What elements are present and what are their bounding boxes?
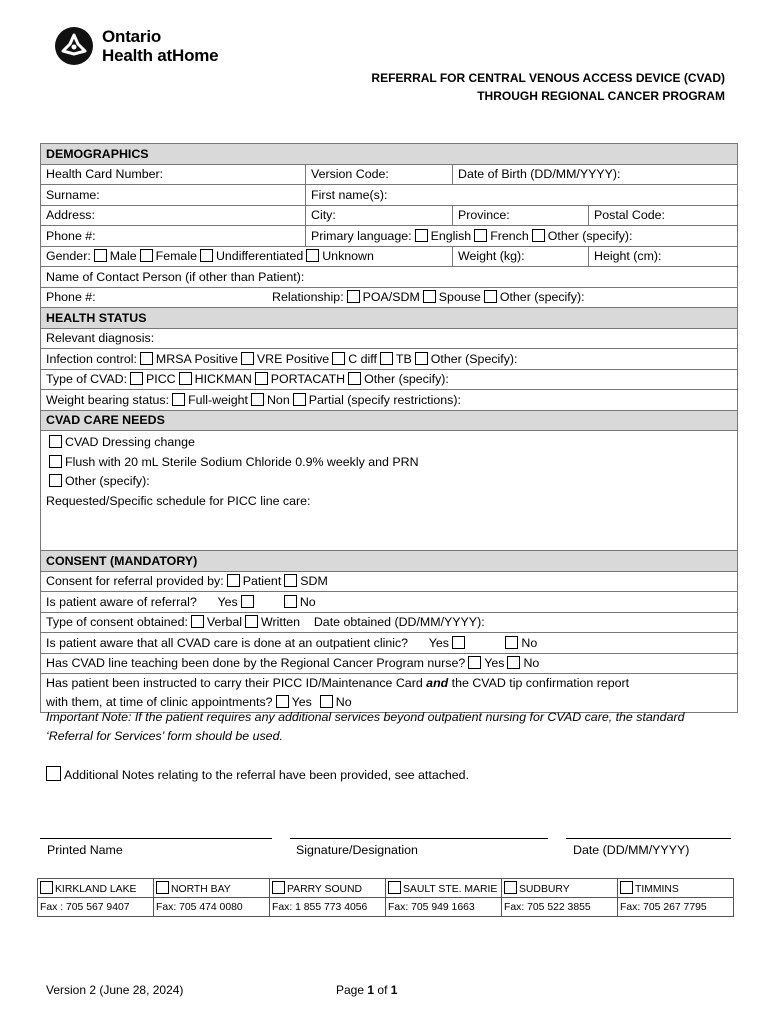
signature-label: Signature/Designation (296, 843, 418, 857)
consent-provided-row (41, 571, 738, 592)
care-other-checkbox[interactable] (49, 474, 62, 487)
infection-control-label: Infection control: (46, 351, 137, 366)
picc-label: PICC (146, 372, 176, 387)
flush-label: Flush with 20 mL Sterile Sodium Chloride 0.9% weekly and PRN (65, 454, 419, 469)
office-fax: Fax: 705 522 3855 (502, 898, 618, 917)
section-demographics: DEMOGRAPHICS (41, 144, 738, 165)
sault-ste-marie-checkbox[interactable] (388, 881, 401, 894)
trillium-icon (55, 27, 93, 65)
office-sudbury (502, 879, 618, 898)
verbal-label: Verbal (206, 615, 243, 630)
important-note: Important Note: If the patient requires any additional services beyond outpatient nursing for CVAD care, the standard ‘Referral for Services’ form should be used. (46, 710, 685, 743)
outpatient-yes-label: Yes (428, 635, 449, 650)
undifferentiated-label: Undifferentiated (215, 249, 304, 264)
version-code-field[interactable]: Version Code: (306, 164, 453, 185)
timmins-checkbox[interactable] (620, 881, 633, 894)
additional-notes-label: Additional Notes relating to the referral have been provided, see attached. (64, 768, 470, 782)
weight-bearing-label: Weight bearing status: (46, 392, 170, 407)
additional-notes-checkbox[interactable] (46, 766, 61, 781)
instructed-label-c: with them, at time of clinic appointments? (46, 695, 273, 709)
date-obtained-label: Date obtained (DD/MM/YYYY): (313, 615, 485, 630)
infection-control-row (41, 349, 738, 370)
tb-checkbox[interactable] (380, 352, 393, 365)
version-label: Version 2 (June 28, 2024) (46, 983, 184, 997)
cdiff-label: C diff (348, 351, 377, 366)
additional-notes-row (46, 766, 469, 782)
instructed-label-a: Has patient been instructed to carry their PICC ID/Maintenance Card (46, 676, 423, 690)
gender-row (41, 246, 453, 267)
outpatient-no-label: No (521, 635, 538, 650)
first-names-field[interactable]: First name(s): (306, 185, 738, 206)
unknown-checkbox[interactable] (306, 249, 319, 262)
printed-name-label: Printed Name (47, 843, 123, 857)
outpatient-row (41, 633, 738, 654)
address-field[interactable]: Address: (41, 205, 306, 226)
printed-name-line[interactable] (40, 838, 272, 839)
relationship-other-label: Other (specify): (499, 290, 585, 305)
contact-phone-label: Phone #: (46, 290, 96, 305)
teaching-yes-label: Yes (484, 656, 505, 671)
dob-field[interactable]: Date of Birth (DD/MM/YYYY): (453, 164, 738, 185)
partial-weight-label: Partial (specify restrictions): (308, 392, 461, 407)
consent-patient-checkbox[interactable] (227, 574, 240, 587)
french-label: French (490, 228, 529, 243)
teaching-yes-checkbox[interactable] (468, 656, 481, 669)
teaching-no-label: No (523, 656, 540, 671)
parry-sound-checkbox[interactable] (272, 881, 285, 894)
partial-weight-checkbox[interactable] (293, 393, 306, 406)
north-bay-checkbox[interactable] (156, 881, 169, 894)
full-weight-checkbox[interactable] (172, 393, 185, 406)
written-checkbox[interactable] (245, 615, 258, 628)
poa-sdm-checkbox[interactable] (347, 290, 360, 303)
office-name: TIMMINS (635, 884, 679, 895)
spouse-checkbox[interactable] (423, 290, 436, 303)
cdiff-checkbox[interactable] (332, 352, 345, 365)
contact-person-field[interactable]: Name of Contact Person (if other than Patient): (41, 267, 738, 288)
office-kirkland-lake (38, 879, 154, 898)
section-cvad-care-needs: CVAD CARE NEEDS (41, 410, 738, 431)
weight-field[interactable]: Weight (kg): (453, 246, 589, 267)
teaching-no-checkbox[interactable] (507, 656, 520, 669)
height-field[interactable]: Height (cm): (589, 246, 738, 267)
office-fax: Fax : 705 567 9407 (38, 898, 154, 917)
female-label: Female (155, 249, 197, 264)
surname-field[interactable]: Surname: (41, 185, 306, 206)
outpatient-label: Is patient aware that all CVAD care is done at an outpatient clinic? (46, 635, 409, 650)
aware-yes-checkbox[interactable] (241, 595, 254, 608)
office-name: SUDBURY (519, 884, 570, 895)
consent-patient-label: Patient (242, 574, 282, 589)
relationship-other-checkbox[interactable] (484, 290, 497, 303)
logo-line-1: Ontario (102, 27, 162, 46)
language-other-checkbox[interactable] (532, 229, 545, 242)
kirkland-lake-checkbox[interactable] (40, 881, 53, 894)
consent-provided-label: Consent for referral provided by: (46, 574, 224, 589)
office-name: SAULT STE. MARIE (403, 884, 498, 895)
date-label: Date (DD/MM/YYYY) (573, 843, 690, 857)
title-line-1: REFERRAL FOR CENTRAL VENOUS ACCESS DEVICE (CVAD) (371, 71, 725, 85)
instructed-yes-checkbox[interactable] (276, 695, 289, 708)
province-field[interactable]: Province: (453, 205, 589, 226)
office-fax: Fax: 705 267 7795 (618, 898, 734, 917)
city-field[interactable]: City: (306, 205, 453, 226)
cvad-other-checkbox[interactable] (348, 372, 361, 385)
sudbury-checkbox[interactable] (504, 881, 517, 894)
referral-form-table (40, 143, 738, 713)
language-other-label: Other (specify): (547, 228, 633, 243)
vre-label: VRE Positive (256, 351, 330, 366)
contact-phone-row (41, 287, 738, 308)
primary-language-row (306, 226, 738, 247)
title-line-2: THROUGH REGIONAL CANCER PROGRAM (477, 89, 725, 103)
instructed-label-b: the CVAD tip confirmation report (451, 676, 630, 690)
portacath-checkbox[interactable] (255, 372, 268, 385)
non-weight-checkbox[interactable] (251, 393, 264, 406)
english-label: English (430, 228, 472, 243)
instructed-row (41, 674, 738, 713)
page-prefix: Page (336, 983, 365, 997)
male-label: Male (109, 249, 137, 264)
consent-sdm-checkbox[interactable] (284, 574, 297, 587)
cvad-type-row (41, 369, 738, 390)
instructed-and: and (426, 676, 449, 690)
full-weight-label: Full-weight (188, 392, 248, 407)
dressing-label: CVAD Dressing change (65, 435, 195, 449)
gender-label: Gender: (46, 249, 91, 264)
outpatient-no-checkbox[interactable] (505, 636, 518, 649)
ontario-health-logo (55, 27, 218, 65)
aware-no-label: No (299, 594, 316, 609)
date-line[interactable] (566, 838, 731, 839)
health-card-field[interactable]: Health Card Number: (41, 164, 306, 185)
office-name: NORTH BAY (171, 884, 231, 895)
logo-line-2: Health atHome (102, 46, 219, 65)
english-checkbox[interactable] (415, 229, 428, 242)
unknown-label: Unknown (322, 249, 374, 264)
signature-line[interactable] (290, 838, 548, 839)
hickman-label: HICKMAN (194, 372, 252, 387)
office-fax: Fax: 705 474 0080 (154, 898, 270, 917)
office-timmins (618, 879, 734, 898)
dressing-checkbox[interactable] (49, 435, 62, 448)
aware-yes-label: Yes (217, 594, 238, 609)
postal-code-field[interactable]: Postal Code: (589, 205, 738, 226)
office-parry-sound (270, 879, 386, 898)
written-label: Written (261, 615, 301, 630)
aware-no-checkbox[interactable] (284, 595, 297, 608)
infection-other-label: Other (Specify): (430, 351, 518, 366)
section-consent: CONSENT (MANDATORY) (41, 551, 738, 572)
non-weight-label: Non (266, 392, 290, 407)
male-checkbox[interactable] (94, 249, 107, 262)
consent-type-row (41, 612, 738, 633)
office-fax: Fax: 705 949 1663 (386, 898, 502, 917)
primary-language-label: Primary language: (311, 228, 412, 243)
instructed-yes-label: Yes (291, 695, 312, 709)
tb-label: TB (395, 351, 412, 366)
poa-sdm-label: POA/SDM (362, 290, 420, 305)
page-current: 1 (367, 983, 375, 997)
section-health-status: HEALTH STATUS (41, 308, 738, 329)
aware-referral-row (41, 592, 738, 613)
instructed-no-checkbox[interactable] (320, 695, 333, 708)
teaching-label: Has CVAD line teaching been done by the Regional Cancer Program nurse? (46, 656, 466, 671)
aware-referral-label: Is patient aware of referral? (46, 594, 197, 609)
office-sault-ste-marie (386, 879, 502, 898)
cvad-type-label: Type of CVAD: (46, 372, 128, 387)
office-north-bay (154, 879, 270, 898)
verbal-checkbox[interactable] (191, 615, 204, 628)
offices-table (37, 878, 734, 917)
relationship-label: Relationship: (272, 290, 344, 305)
office-name: PARRY SOUND (287, 884, 363, 895)
page-of: of (377, 983, 388, 997)
flush-checkbox[interactable] (49, 455, 62, 468)
teaching-row (41, 653, 738, 674)
page-total: 1 (390, 983, 398, 997)
care-other-label: Other (specify): (65, 474, 150, 488)
spouse-label: Spouse (438, 290, 481, 305)
portacath-label: PORTACATH (270, 372, 346, 387)
outpatient-yes-checkbox[interactable] (452, 636, 465, 649)
picc-checkbox[interactable] (130, 372, 143, 385)
vre-checkbox[interactable] (241, 352, 254, 365)
document-title (371, 69, 725, 105)
undifferentiated-checkbox[interactable] (200, 249, 213, 262)
french-checkbox[interactable] (474, 229, 487, 242)
consent-type-label: Type of consent obtained: (46, 615, 188, 630)
schedule-label: Requested/Specific schedule for PICC line care: (46, 493, 311, 508)
infection-other-checkbox[interactable] (415, 352, 428, 365)
diagnosis-field[interactable]: Relevant diagnosis: (41, 328, 738, 349)
weight-bearing-row (41, 390, 738, 411)
phone-field[interactable]: Phone #: (41, 226, 306, 247)
instructed-no-label: No (335, 695, 352, 709)
mrsa-checkbox[interactable] (140, 352, 153, 365)
hickman-checkbox[interactable] (179, 372, 192, 385)
mrsa-label: MRSA Positive (155, 351, 238, 366)
consent-sdm-label: SDM (300, 574, 328, 589)
page-number (336, 983, 397, 997)
office-name: KIRKLAND LAKE (55, 884, 137, 895)
female-checkbox[interactable] (140, 249, 153, 262)
cvad-other-label: Other (specify): (364, 372, 449, 387)
care-needs-block (41, 431, 738, 551)
office-fax: Fax: 1 855 773 4056 (270, 898, 386, 917)
